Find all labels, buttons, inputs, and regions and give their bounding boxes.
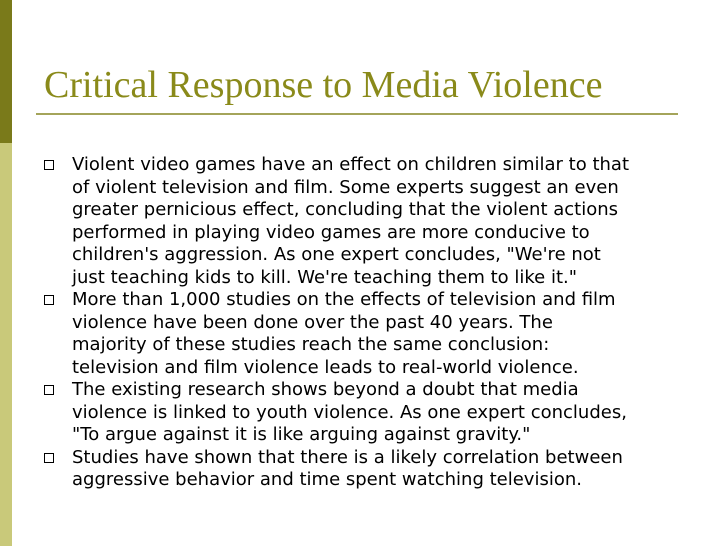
hollow-square-bullet-icon: [44, 385, 54, 395]
bullet-item: [44, 289, 708, 379]
bullet-text-line: "To argue against it is like arguing against gravity.": [72, 424, 531, 445]
bullet-text-line: aggressive behavior and time spent watching television.: [72, 469, 582, 490]
bullet-text-line: of violent television and film. Some experts suggest an even: [72, 176, 619, 198]
hollow-square-bullet-icon: [44, 295, 54, 305]
bullet-text-line: Studies have shown that there is a likely correlation between: [72, 446, 623, 468]
bullet-item: [44, 154, 708, 289]
bullet-text-line: just teaching kids to kill. We're teaching them to like it.": [72, 266, 578, 288]
bullet-list: [44, 154, 708, 492]
slide-title: Critical Response to Media Violence: [44, 64, 603, 106]
bullet-text-line: violence is linked to youth violence. As one expert concludes,: [72, 401, 627, 423]
sidebar-accent-light: [0, 143, 12, 546]
title-divider: [36, 113, 678, 115]
bullet-text-line: violence have been done over the past 40 years. The: [72, 311, 553, 333]
bullet-item: [44, 379, 708, 447]
hollow-square-bullet-icon: [44, 160, 54, 170]
bullet-text-line: performed in playing video games are more conducive to: [72, 221, 590, 243]
bullet-text-line: television and film violence leads to real-world violence.: [72, 356, 579, 378]
hollow-square-bullet-icon: [44, 453, 54, 463]
bullet-text-line: majority of these studies reach the same conclusion:: [72, 334, 550, 355]
bullet-item: [44, 447, 708, 492]
bullet-text-line: greater pernicious effect, concluding that the violent actions: [72, 199, 619, 220]
bullet-text-line: Violent video games have an effect on children similar to that: [72, 154, 630, 175]
bullet-text-line: The existing research shows beyond a doubt that media: [72, 379, 579, 400]
sidebar-accent-dark: [0, 0, 12, 143]
bullet-text-line: More than 1,000 studies on the effects of television and film: [72, 289, 616, 310]
bullet-text-line: children's aggression. As one expert concludes, "We're not: [72, 244, 601, 265]
